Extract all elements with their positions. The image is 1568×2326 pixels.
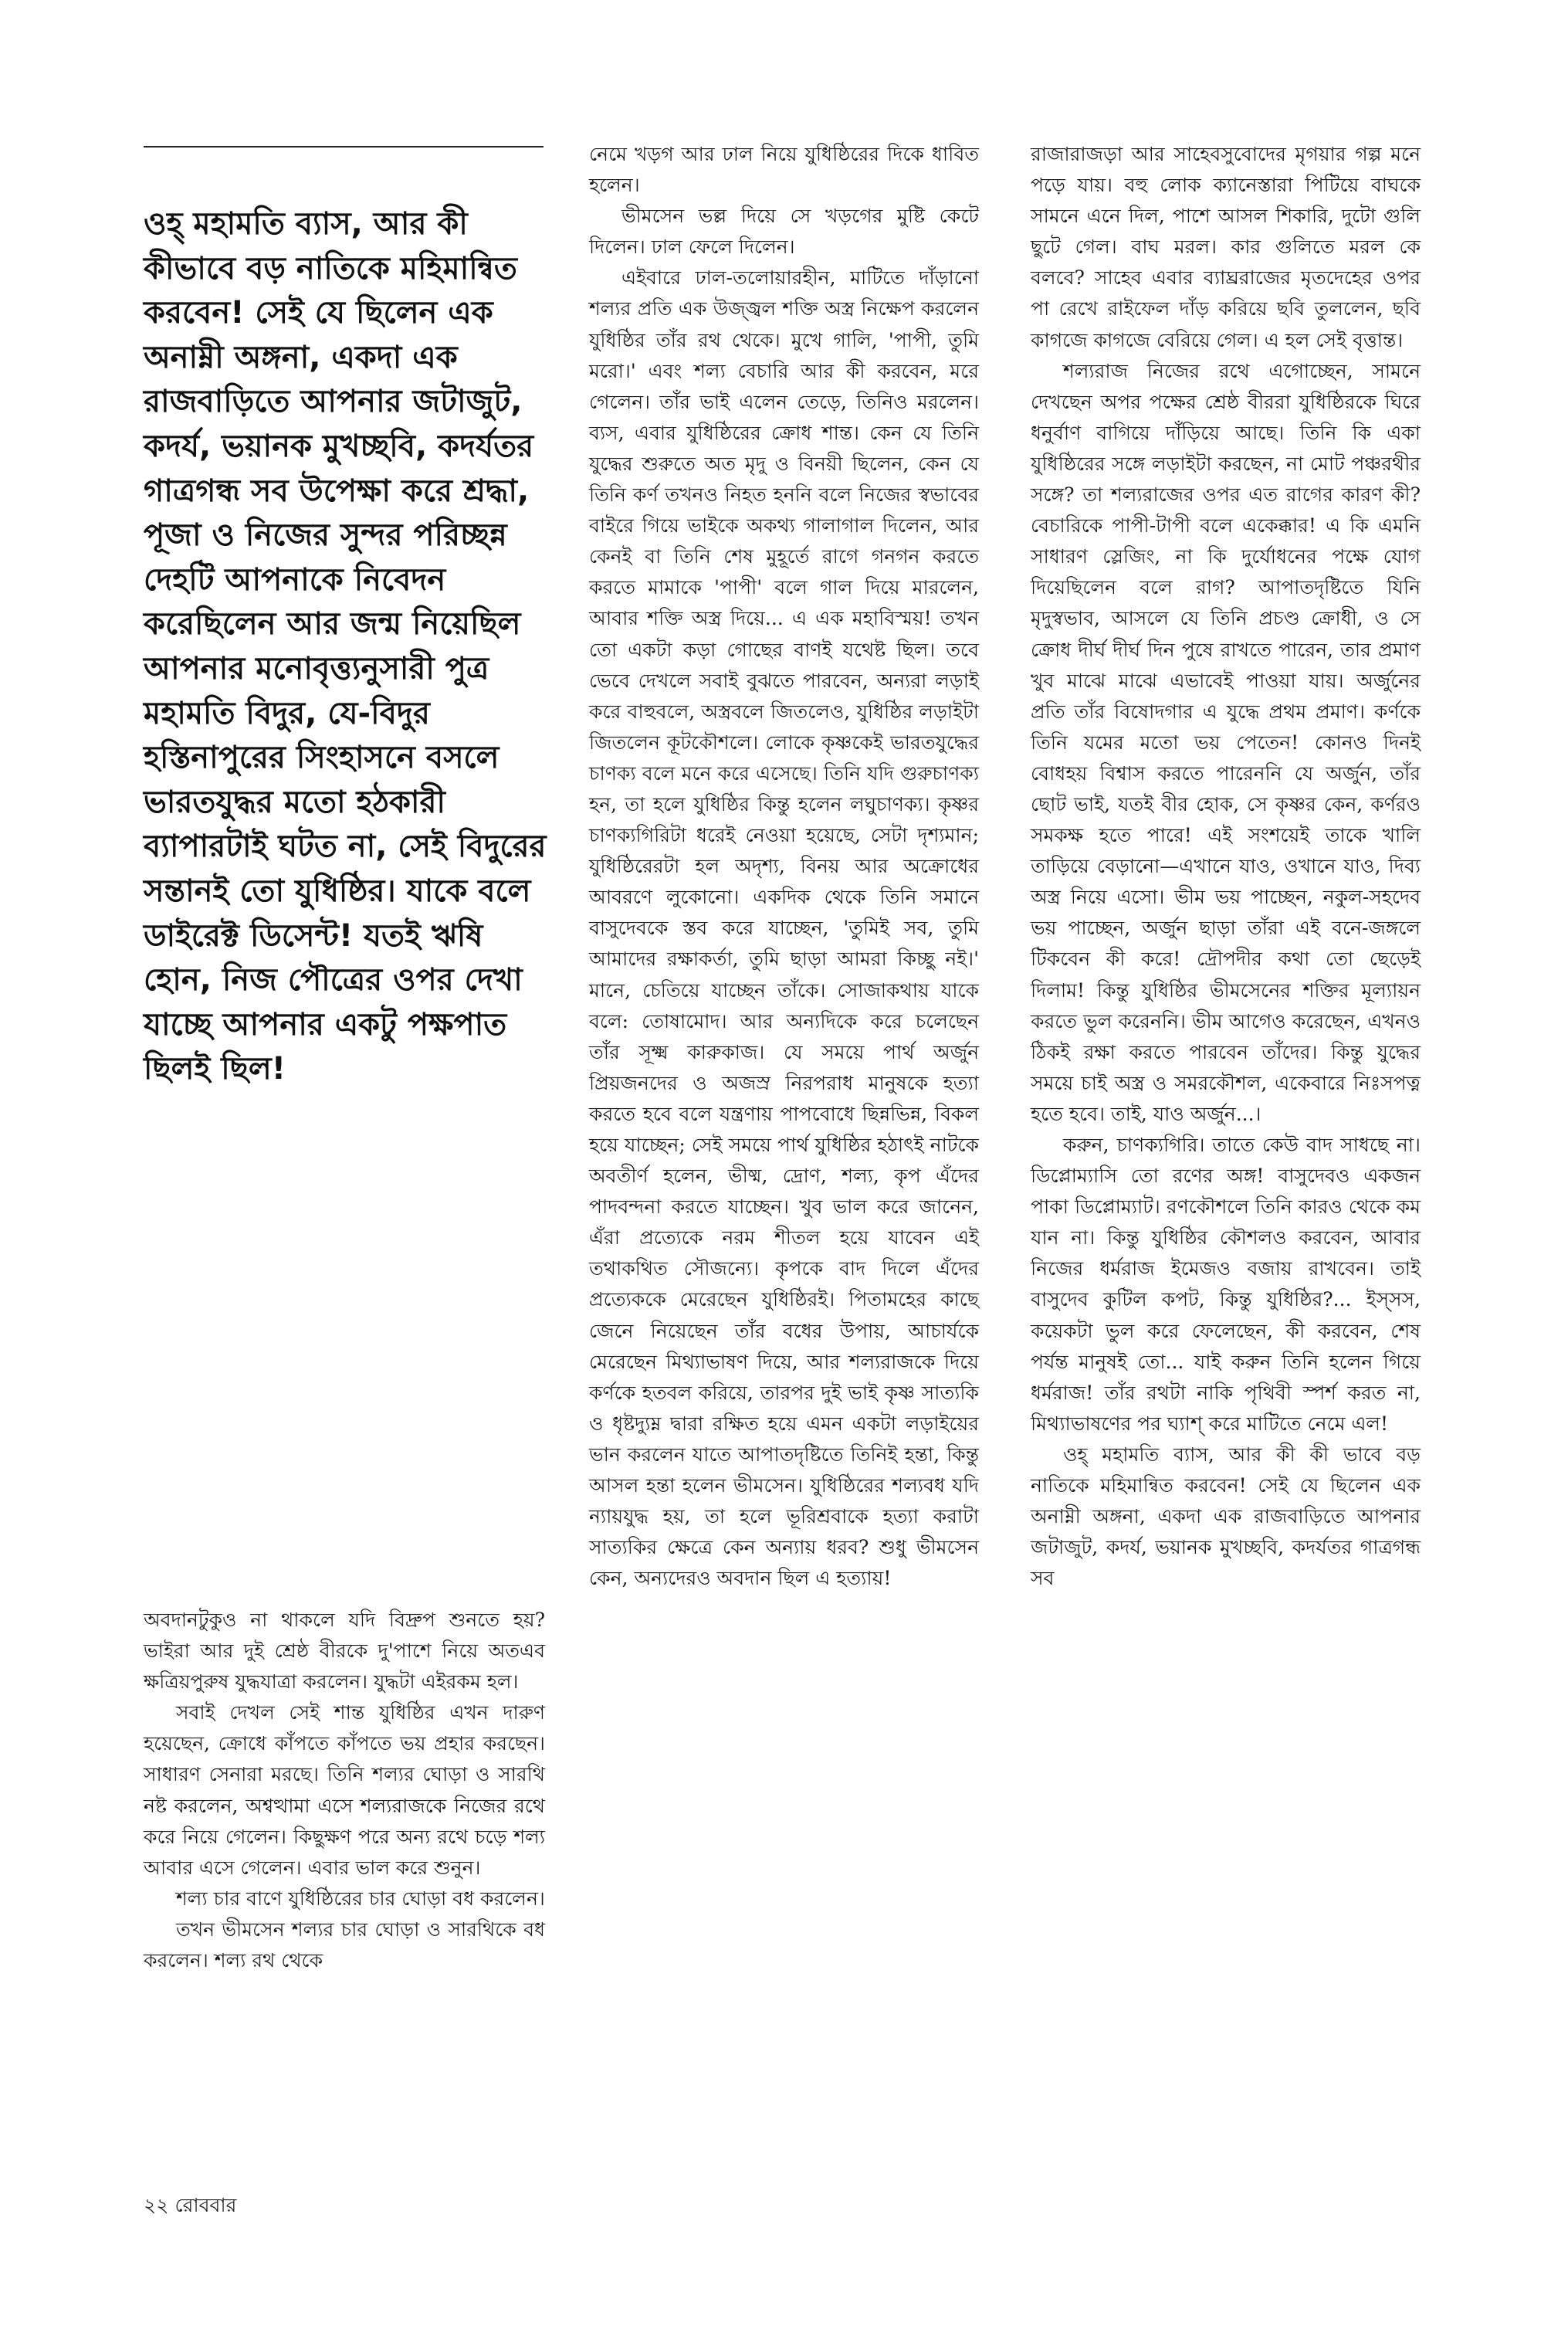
paragraph: ওহ্ মহামতি ব্যাস, আর কী কী ভাবে বড় নাতিকে মহিমান্বিত করবেন! সেই যে ছিলেন এক অনাম্নী অঙ্গনা, একদা এক রাজবাড়িতে আপনার জটাজুট, কদর্য, ভয়ানক মুখচ্ছবি, কদর্যতর গাত্রগন্ধ সব (1031, 1443, 1421, 1590)
paragraph: নেমে খড়গ আর ঢাল নিয়ে যুধিষ্ঠিরের দিকে ধাবিত হলেন। (589, 143, 979, 197)
article-column-2 (589, 139, 979, 1594)
paragraph: সবাই দেখল সেই শান্ত যুধিষ্ঠির এখন দারুণ হয়েছেন, ক্রোধে কাঁপতে কাঁপতে ভয় প্রহার করছেন। সাধারণ সেনারা মরছে। তিনি শল্যর ঘোড়া ও সারথি নষ্ট করলেন, অশ্বত্থামা এসে শল্যরাজকে নিজের রথে করে নিয়ে গেলেন। কিছুক্ষণ পরে অন্য রথে চড়ে শল্য আবার এসে গেলেন। এবার ভাল করে শুনুন। (144, 1701, 545, 1879)
paragraph: শল্য চার বাণে যুধিষ্ঠিরের চার ঘোড়া বধ করলেন। (176, 1887, 545, 1910)
paragraph: রাজারাজড়া আর সাহেবসুবোদের মৃগয়ার গল্প মনে পড়ে যায়। বহু লোক ক্যানেস্তারা পিটিয়ে বাঘকে সামনে এনে দিল, পাশে আসল শিকারি, দুটো গুলি ছুটে গেল। বাঘ মরল। কার গুলিতে মরল কে বলবে? সাহেব এবার ব্যাঘ্ররাজের মৃতদেহের ওপর পা রেখে রাইফেল দাঁড় করিয়ে ছবি তুললেন, ছবি কাগজে কাগজে বেরিয়ে গেল। এ হল সেই বৃত্তান্ত। (1031, 143, 1421, 351)
paragraph: ভীমসেন ভল্ল দিয়ে সে খড়গের মুষ্টি কেটে দিলেন। ঢাল ফেলে দিলেন। (589, 205, 979, 259)
paragraph: তখন ভীমসেন শল্যর চার ঘোড়া ও সারথিকে বধ করলেন। শল্য রথ থেকে (144, 1917, 545, 1972)
page-folio: ২২ রোববার (144, 2194, 237, 2216)
pullquote-rule (144, 146, 544, 147)
article-column-3 (1031, 139, 1421, 1594)
paragraph: শল্যরাজ নিজের রথে এগোচ্ছেন, সামনে দেখছেন অপর পক্ষের শ্রেষ্ঠ বীররা যুধিষ্ঠিরকে ঘিরে ধনুর্বাণ বাগিয়ে দাঁড়িয়ে আছে। তিনি কি একা যুধিষ্ঠিরের সঙ্গে লড়াইটা করছেন, না মোট পঞ্চরথীর সঙ্গে? তা শল্যরাজের ওপর এত রাগের কারণ কী? বেচারিকে পাপী-টাপী বলে একেক্কার! এ কি এমনি সাধারণ স্লেজিং, না কি দুর্যোধনের পক্ষে যোগ দিয়েছিলেন বলে রাগ? আপাতদৃষ্টিতে যিনি মৃদুস্বভাব, আসলে যে তিনি প্রচণ্ড ক্রোধী, ও সে ক্রোধ দীর্ঘ দীর্ঘ দিন পুষে রাখতে পারেন, তার প্রমাণ খুব মাঝে মাঝে এভাবেই পাওয়া যায়। অর্জুনের প্রতি তাঁর বিষোদগার এ যুদ্ধে প্রথম প্রমাণ। কর্ণকে তিনি যমের মতো ভয় পেতেন! কোনও দিনই বোধহয় বিশ্বাস করতে পারেননি যে অর্জুন, তাঁর ছোট ভাই, যতই বীর হোক, সে কৃষ্ণর কেন, কর্ণরও সমকক্ষ হতে পারে! এই সংশয়েই তাকে খালি তাড়িয়ে বেড়ানো—এখানে যাও, ওখানে যাও, দিব্য অস্ত্র নিয়ে এসো। ভীম ভয় পাচ্ছেন, নকুল-সহদেব ভয় পাচ্ছেন, অর্জুন ছাড়া তাঁরা এই বনে-জঙ্গলে টিকবেন কী করে! দ্রৌপদীর কথা তো ছেড়েই দিলাম! কিন্তু যুধিষ্ঠির ভীমসেনের শক্তির মূল্যায়ন করতে ভুল করেননি। ভীম আগেও করেছেন, এখনও ঠিকই রক্ষা করতে পারবেন তাঁদের। কিন্তু যুদ্ধের সময়ে চাই অস্ত্র ও সমরকৌশল, একেবারে নিঃসপত্ন হতে হবে। তাই, যাও অর্জুন...। (1031, 359, 1421, 1125)
pullquote-text: ওহ্ মহামতি ব্যাস, আর কী কীভাবে বড় নাতিকে মহিমান্বিত করবেন! সেই যে ছিলেন এক অনাম্নী অঙ্গনা, একদা এক রাজবাড়িতে আপনার জটাজুট, কদর্য, ভয়ানক মুখচ্ছবি, কদর্যতর গাত্রগন্ধ সব উপেক্ষা করে শ্রদ্ধা, পূজা ও নিজের সুন্দর পরিচ্ছন্ন দেহটি আপনাকে নিবেদন করেছিলেন আর জন্ম নিয়েছিল আপনার মনোবৃত্ত্যনুসারী পুত্র মহামতি বিদুর, যে-বিদুর হস্তিনাপুরের সিংহাসনে বসলে ভারতযুদ্ধর মতো হঠকারী ব্যাপারটাই ঘটত না, সেই বিদুরের সন্তানই তো যুধিষ্ঠির। যাকে বলে ডাইরেক্ট ডিসেন্ট! যতই ঋষি হোন, নিজ পৌত্রের ওপর দেখা যাচ্ছে আপনার একটু পক্ষপাত ছিলই ছিল! (144, 206, 547, 1087)
paragraph: করুন, চাণক্যগিরি। তাতে কেউ বাদ সাধছে না। ডিপ্লোম্যাসি তো রণের অঙ্গ! বাসুদেবও একজন পাকা ডিপ্লোম্যাট। রণকৌশলে তিনি কারও থেকে কম যান না। কিন্তু যুধিষ্ঠির কৌশলও করবেন, আবার নিজের ধর্মরাজ ইমেজও বজায় রাখবেন। তাই বাসুদেব কুটিল কপট, কিন্তু যুধিষ্ঠির?... ইস্সস, কয়েকটা ভুল করে ফেলেছেন, কী করবেন, শেষ পর্যন্ত মানুষই তো... যাই করুন তিনি হলেন গিয়ে ধর্মরাজ! তাঁর রথটা নাকি পৃথিবী স্পর্শ করত না, মিথ্যাভাষণের পর ঘ্যাশ্ করে মাটিতে নেমে এল! (1031, 1134, 1421, 1435)
paragraph: অবদানটুকুও না থাকলে যদি বিদ্রুপ শুনতে হয়? ভাইরা আর দুই শ্রেষ্ঠ বীরকে দু'পাশে নিয়ে অতএব ক্ষত্রিয়পুরুষ যুদ্ধযাত্রা করলেন। যুদ্ধটা এইরকম হল। (144, 1609, 545, 1694)
article-column-1 (144, 1605, 545, 1976)
pullquote (144, 202, 560, 1092)
paragraph: এইবারে ঢাল-তলোয়ারহীন, মাটিতে দাঁড়ানো শল্যর প্রতি এক উজ্জ্বল শক্তি অস্ত্র নিক্ষেপ করলেন যুধিষ্ঠির তাঁর রথ থেকে। মুখে গালি, 'পাপী, তুমি মরো।' এবং শল্য বেচারি আর কী করবেন, মরে গেলেন। তাঁর ভাই এলেন তেড়ে, তিনিও মরলেন। ব্যস, এবার যুধিষ্ঠিরের ক্রোধ শান্ত। কেন যে তিনি যুদ্ধের শুরুতে অত মৃদু ও বিনয়ী ছিলেন, কেন যে তিনি কর্ণ তখনও নিহত হননি বলে নিজের স্বভাবের বাইরে গিয়ে ভাইকে অকথ্য গালাগাল দিলেন, আর কেনই বা তিনি শেষ মুহূর্তে রাগে গনগন করতে করতে মামাকে 'পাপী' বলে গাল দিয়ে মারলেন, আবার শক্তি অস্ত্র দিয়ে... এ এক মহাবিস্ময়! তখন তো একটা কড়া গোছের বাণই যথেষ্ট ছিল। তবে ভেবে দেখলে সবাই বুঝতে পারবেন, অন্যরা লড়াই করে বাহুবলে, অস্ত্রবলে জিতলেও, যুধিষ্ঠির লড়াইটা জিতলেন কূটকৌশলে। লোকে কৃষ্ণকেই ভারতযুদ্ধের চাণক্য বলে মনে করে এসেছে। তিনি যদি গুরুচাণক্য হন, তা হলে যুধিষ্ঠির কিন্তু হলেন লঘুচাণক্য। কৃষ্ণর চাণক্যগিরিটা ধরেই নেওয়া হয়েছে, সেটা দৃশ্যমান; যুধিষ্ঠিরেরটা হল অদৃশ্য, বিনয় আর অক্রোধের আবরণে লুকোনো। একদিক থেকে তিনি সমানে বাসুদেবকে স্তব করে যাচ্ছেন, 'তুমিই সব, তুমি আমাদের রক্ষাকর্তা, তুমি ছাড়া আমরা কিচ্ছু নই।' মানে, চেতিয়ে যাচ্ছেন তাঁকে। সোজাকথায় যাকে বলে: তোষামোদ। আর অন্যদিকে করে চলেছেন তাঁর সূক্ষ্ম কারুকাজ। যে সময়ে পার্থ অর্জুন প্রিয়জনদের ও অজস্র নিরপরাধ মানুষকে হত্যা করতে হবে বলে যন্ত্রণায় পাপবোধে ছিন্নভিন্ন, বিকল হয়ে যাচ্ছেন; সেই সময়ে পার্থ যুধিষ্ঠির হঠাৎই নাটকে অবতীর্ণ হলেন, ভীষ্ম, দ্রোণ, শল্য, কৃপ এঁদের পাদবন্দনা করতে যাচ্ছেন। খুব ভাল করে জানেন, এঁরা প্রত্যেকে নরম শীতল হয়ে যাবেন এই তথাকথিত সৌজন্যে। কৃপকে বাদ দিলে এঁদের প্রত্যেককে মেরেছেন যুধিষ্ঠিরই। পিতামহের কাছে জেনে নিয়েছেন তাঁর বধের উপায়, আচার্যকে মেরেছেন মিথ্যাভাষণ দিয়ে, আর শল্যরাজকে দিয়ে কর্ণকে হতবল করিয়ে, তারপর দুই ভাই কৃষ্ণ সাত্যকি ও ধৃষ্টদ্যুম্ন দ্বারা রক্ষিত হয়ে এমন একটা লড়াইয়ের ভান করলেন যাতে আপাতদৃষ্টিতে তিনিই হন্তা, কিন্তু আসল হন্তা হলেন ভীমসেন। যুধিষ্ঠিরের শল্যবধ যদি ন্যায়যুদ্ধ হয়, তা হলে ভূরিশ্রবাকে হত্যা করাটা সাত্যকির ক্ষেত্রে কেন অন্যায় ধরব? শুধু ভীমসেন কেন, অন্যদেরও অবদান ছিল এ হত্যায়! (589, 266, 979, 1590)
